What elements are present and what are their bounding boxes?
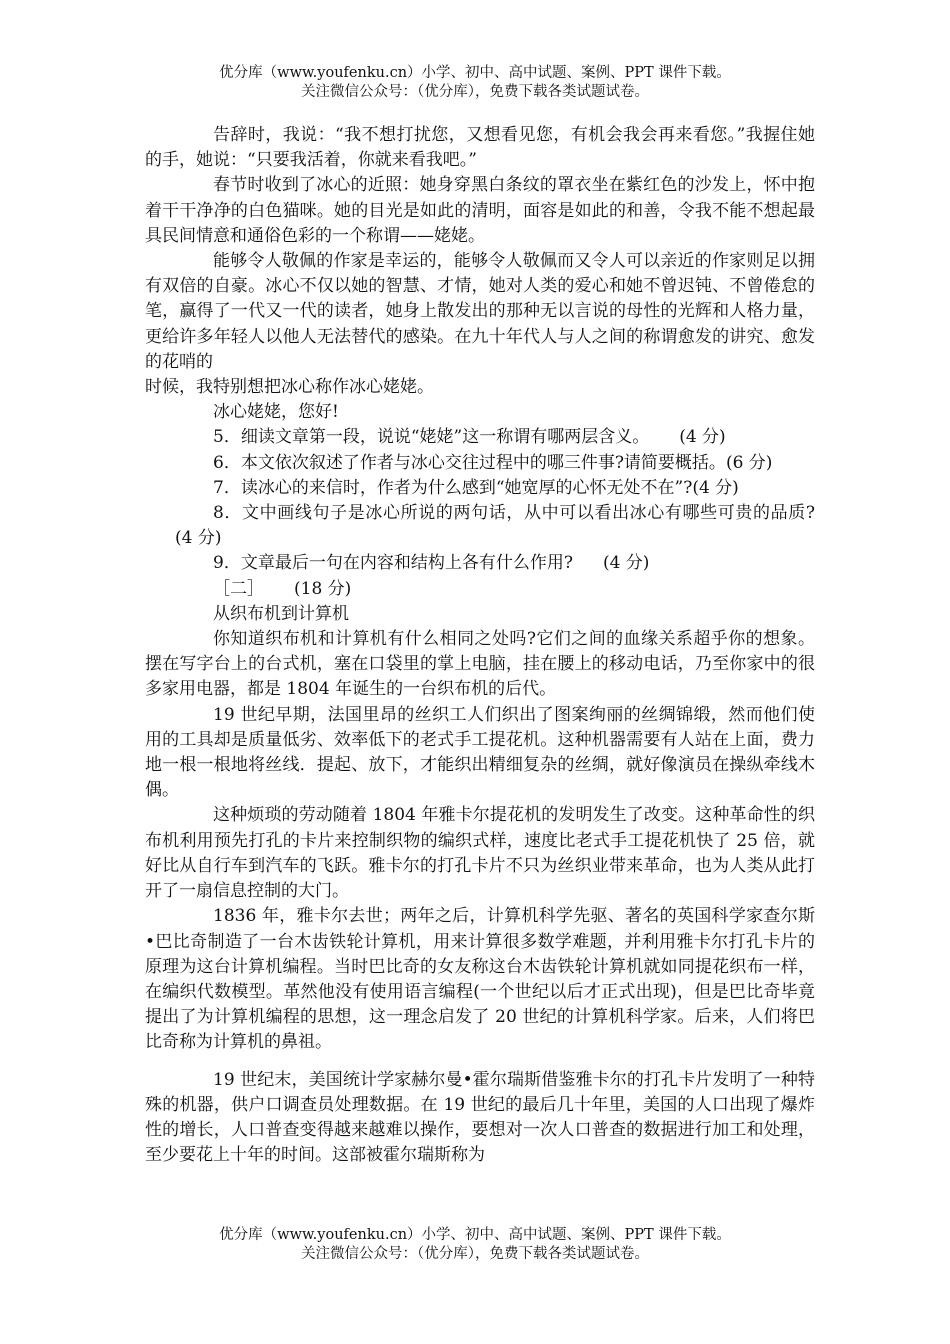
question-text: 8．文中画线句子是冰心所说的两句话，从中可以看出冰心有哪些可贵的品质?	[213, 503, 815, 524]
question-6	[145, 451, 815, 476]
paragraph-respect: 能够令人敬佩的作家是幸运的，能够令人敬佩而又令人可以亲近的作家则足以拥有双倍的自豪。冰心不仅以她的智慧、才情，她对人类的爱心和她不曾迟钝、不曾倦怠的笔，赢得了一代又一代的读者，她身上散发出的那种无以言说的母性的光辉和人格力量，更给许多年轻人以他人无法替代的感染。在九十年代人与人之间的称谓愈发的讲究、愈发的花哨的	[145, 251, 815, 372]
article-paragraph: 19 世纪早期，法国里昂的丝织工人们织出了图案绚丽的丝绸锦缎，然而他们使用的工具却是质量低劣、效率低下的老式手工提花机。这种机器需要有人站在上面，费力地一根一根地将丝线．提起、放下，才能织出精细复杂的丝绸，就好像演员在操纵牵线木偶。	[145, 704, 815, 801]
paragraph-spacer	[145, 1056, 815, 1068]
paragraph-farewell: 告辞时，我说：“我不想打扰您，又想看见您，有机会我会再来看您。”我握住她的手，她说：“只要我活着，你就来看我吧。”	[145, 125, 815, 171]
article-paragraph: 你知道织布机和计算机有什么相同之处吗?它们之间的血缘关系超乎你的想象。摆在写字台上的台式机，塞在口袋里的掌上电脑，挂在腰上的移动电话，乃至你家中的很多家用电器，都是 1804 年诞生的一台织布机的后代。	[145, 629, 815, 700]
question-score: (4 分)	[692, 477, 739, 498]
paragraph-greeting: 冰心姥姥，您好!	[213, 402, 339, 423]
article-paragraph: 1836 年，雅卡尔去世；两年之后，计算机科学先驱、著名的英国科学家查尔斯•巴比奇制造了一台木齿铁轮计算机，用来计算很多数学难题，并利用雅卡尔打孔卡片的原理为这台计算机编程。当时巴比奇的女友称这台木齿铁轮计算机就如同提花织布一样，在编织代数模型。革然他没有使用语言编程(一个世纪以后才正式出现)，但是巴比奇毕竟提出了为计算机编程的思想，这一理念启发了 20 世纪的计算机科学家。后来，人们将巴比奇称为计算机的鼻祖。	[145, 906, 815, 1053]
question-score: (4 分)	[602, 553, 650, 574]
section-label: ［二］	[213, 578, 264, 599]
article-paragraph: 这种烦琐的劳动随着 1804 年雅卡尔提花机的发明发生了改变。这种革命性的织布机利用预先打孔的卡片来控制织物的编织式样，速度比老式手工提花机快了 25 倍，就好比从自行车到汽车的飞跃。雅卡尔的打孔卡片不只为丝织业带来革命，也为人类从此打开了一扇信息控制的大门。	[145, 805, 815, 902]
question-text: 9．文章最后一句在内容和结构上各有什么作用?	[213, 553, 573, 574]
question-text: 7．读冰心的来信时，作者为什么感到“她宽厚的心怀无处不在”?	[213, 477, 693, 498]
article-title: 从织布机到计算机	[213, 603, 349, 624]
question-9	[145, 551, 815, 576]
footer-line-2: 关注微信公众号：（优分库），免费下载各类试题试卷。	[301, 1246, 649, 1262]
question-score: (4 分)	[175, 528, 222, 549]
page-header	[0, 64, 950, 102]
question-score: (4 分)	[679, 427, 726, 448]
paragraph-photo: 春节时收到了冰心的近照：她身穿黑白条纹的罩衣坐在紫红色的沙发上，怀中抱着干干净净的白色猫咪。她的目光是如此的清明，面容是如此的和善，令我不能不想起最具民间情意和通俗色彩的一个称谓——姥姥。	[145, 175, 815, 246]
footer-line-1: 优分库（www.youfenku.cn）小学、初中、高中试题、案例、PPT 课件下载。	[219, 1227, 731, 1243]
question-score: (6 分)	[725, 452, 773, 473]
article-paragraph: 19 世纪末，美国统计学家赫尔曼•霍尔瑞斯借鉴雅卡尔的打孔卡片发明了一种特殊的机器，供户口调查员处理数据。在 19 世纪的最后几十年里，美国的人口出现了爆炸性的增长，人口普查变得越来越难以操作，要想对一次人口普查的数据进行加工和处理，至少要花上十年的时间。这部被霍尔瑞斯称为	[145, 1069, 815, 1166]
question-text: 6．本文依次叙述了作者与冰心交往过程中的哪三件事?请简要概括。	[213, 452, 726, 473]
header-line-1: 优分库（www.youfenku.cn）小学、初中、高中试题、案例、PPT 课件下载。	[219, 65, 731, 81]
page-footer	[0, 1226, 950, 1264]
question-text: 5．细读文章第一段，说说“姥姥”这一称谓有哪两层含义。	[213, 427, 650, 448]
section-score: (18 分)	[294, 578, 352, 599]
header-line-2: 关注微信公众号：（优分库），免费下载各类试题试卷。	[301, 84, 649, 100]
document-body	[145, 123, 815, 1168]
paragraph-respect-continued: 时候，我特别想把冰心称作冰心姥姥。	[145, 377, 434, 398]
section-2-heading	[145, 577, 815, 602]
question-8	[145, 501, 815, 551]
question-7	[145, 476, 815, 501]
question-5	[145, 425, 815, 450]
